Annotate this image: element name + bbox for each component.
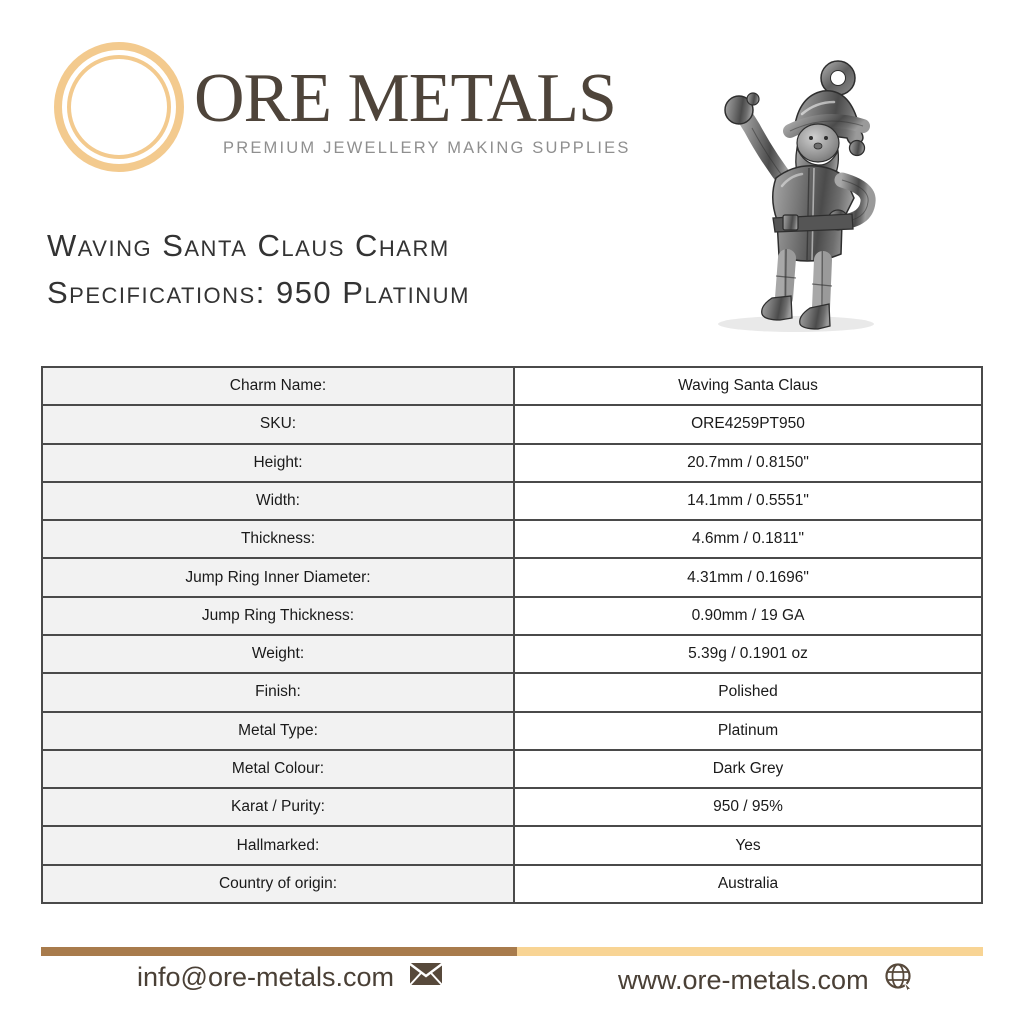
spec-label: Metal Type: bbox=[42, 712, 514, 750]
envelope-icon bbox=[409, 962, 443, 993]
spec-value: 4.31mm / 0.1696" bbox=[514, 558, 982, 596]
table-row bbox=[42, 865, 982, 903]
spec-value: Australia bbox=[514, 865, 982, 903]
table-row bbox=[42, 558, 982, 596]
spec-value: 14.1mm / 0.5551" bbox=[514, 482, 982, 520]
table-row bbox=[42, 597, 982, 635]
table-row bbox=[42, 520, 982, 558]
spec-label: Karat / Purity: bbox=[42, 788, 514, 826]
spec-label: Width: bbox=[42, 482, 514, 520]
footer-website-text[interactable]: www.ore-metals.com bbox=[618, 965, 869, 995]
spec-label: Height: bbox=[42, 444, 514, 482]
spec-label: Finish: bbox=[42, 673, 514, 711]
spec-label: Charm Name: bbox=[42, 367, 514, 405]
spec-value: 5.39g / 0.1901 oz bbox=[514, 635, 982, 673]
page-title-line1: Waving Santa Claus Charm bbox=[47, 228, 450, 263]
table-row bbox=[42, 750, 982, 788]
product-photo-santa-charm bbox=[690, 36, 910, 336]
spec-value: 4.6mm / 0.1811" bbox=[514, 520, 982, 558]
charm-jump-ring bbox=[821, 61, 855, 95]
spec-label: Jump Ring Thickness: bbox=[42, 597, 514, 635]
charm-body bbox=[773, 166, 868, 261]
spec-value: Platinum bbox=[514, 712, 982, 750]
spec-value: Polished bbox=[514, 673, 982, 711]
spec-value: 950 / 95% bbox=[514, 788, 982, 826]
table-row bbox=[42, 673, 982, 711]
spec-label: Jump Ring Inner Diameter: bbox=[42, 558, 514, 596]
brand-name: ORE METALS bbox=[194, 60, 616, 137]
table-row bbox=[42, 788, 982, 826]
brand-tagline: PREMIUM JEWELLERY MAKING SUPPLIES bbox=[223, 139, 631, 157]
table-row bbox=[42, 826, 982, 864]
spec-value: Dark Grey bbox=[514, 750, 982, 788]
table-row bbox=[42, 482, 982, 520]
globe-icon bbox=[884, 962, 914, 999]
spec-value: ORE4259PT950 bbox=[514, 405, 982, 443]
footer-website-group bbox=[618, 962, 914, 999]
brand-rings-logo-icon bbox=[54, 42, 184, 172]
page-title-line2: Specifications: 950 Platinum bbox=[47, 275, 470, 310]
spec-label: Thickness: bbox=[42, 520, 514, 558]
footer-email-text[interactable]: info@ore-metals.com bbox=[137, 962, 394, 992]
table-row bbox=[42, 367, 982, 405]
table-row bbox=[42, 405, 982, 443]
spec-label: Hallmarked: bbox=[42, 826, 514, 864]
brand-rings-inner-icon bbox=[67, 55, 171, 159]
spec-value: Yes bbox=[514, 826, 982, 864]
table-row bbox=[42, 444, 982, 482]
spec-table bbox=[41, 366, 983, 904]
spec-value: 0.90mm / 19 GA bbox=[514, 597, 982, 635]
spec-label: Country of origin: bbox=[42, 865, 514, 903]
table-row bbox=[42, 635, 982, 673]
charm-shadow bbox=[718, 316, 874, 332]
footer-divider-tan bbox=[517, 947, 983, 956]
spec-label: Metal Colour: bbox=[42, 750, 514, 788]
spec-value: Waving Santa Claus bbox=[514, 367, 982, 405]
footer-email-group bbox=[137, 962, 443, 993]
spec-label: Weight: bbox=[42, 635, 514, 673]
table-row bbox=[42, 712, 982, 750]
charm-waving-arm bbox=[725, 93, 790, 186]
spec-value: 20.7mm / 0.8150" bbox=[514, 444, 982, 482]
footer-divider-brown bbox=[41, 947, 517, 956]
spec-label: SKU: bbox=[42, 405, 514, 443]
page-title bbox=[47, 222, 470, 316]
